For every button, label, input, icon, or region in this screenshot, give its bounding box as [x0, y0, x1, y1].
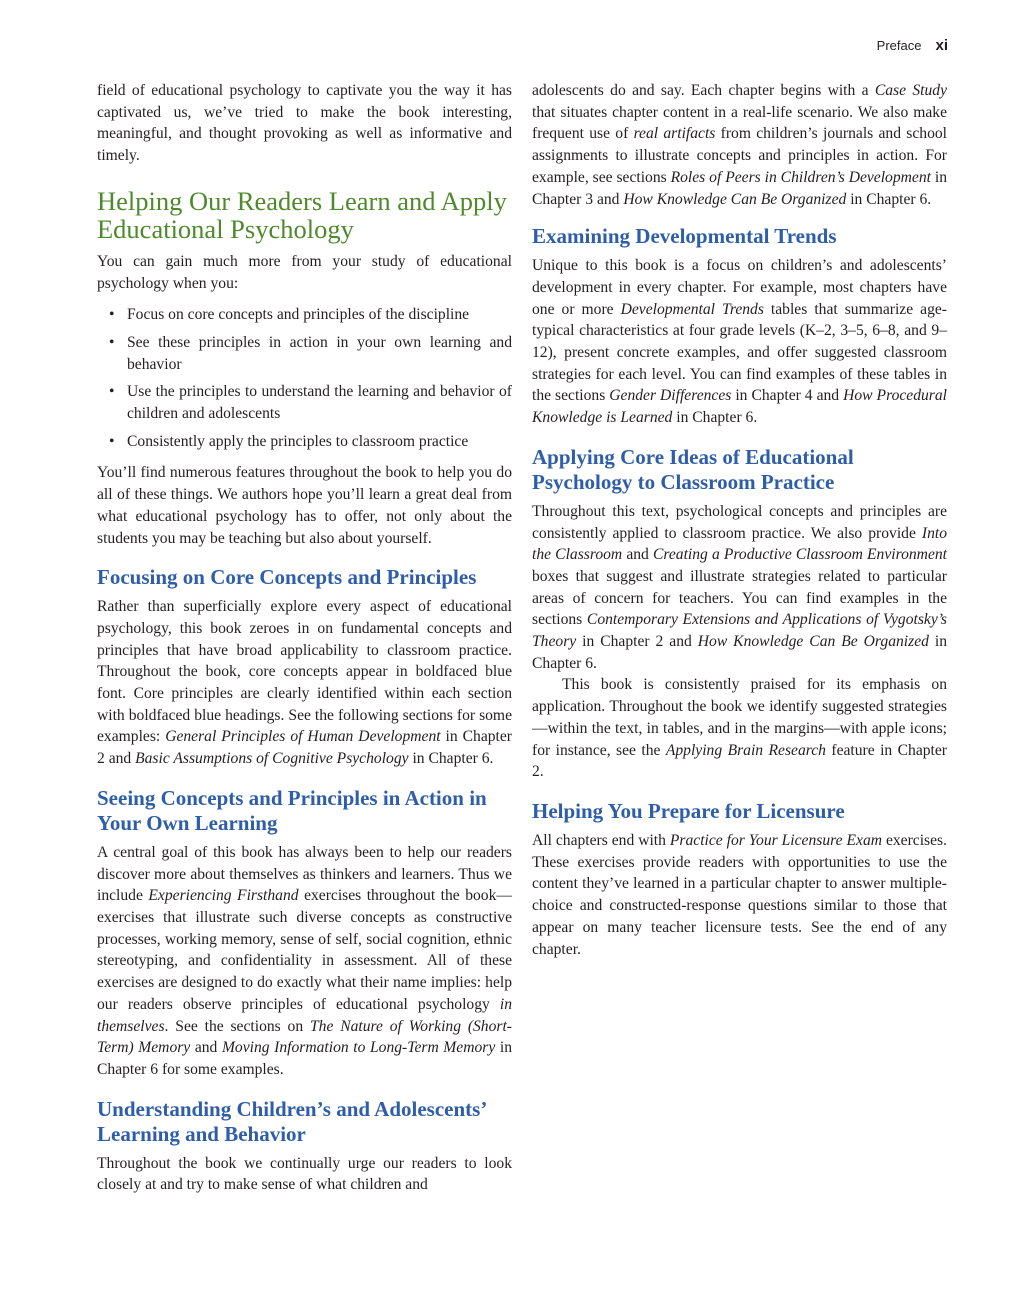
core-concepts-paragraph: Rather than superficially explore every aspect of educational psychology, this book zeroes in on fundamental concepts and principles that have broad applicability to classroom practice. Throughout the book, core concepts appear in boldfaced blue font. Core principles are clearly identified within each section with boldfaced blue headings. See the following sections for some examples: General Principles of Human Development in Chapter 2 and Basic Assumptions of Cognitive Psychology in Chapter 6.: [97, 598, 513, 768]
bullet-item: • See these principles in action in your own learning and behavior: [127, 332, 512, 375]
running-header-section: Preface: [876, 38, 922, 53]
section-reference: Contemporary Extensions and Applications of Vygotsky’s Theory: [532, 611, 947, 651]
page-number: xi: [935, 37, 948, 54]
feature-reference: Developmental Trends: [620, 300, 764, 318]
intro-paragraph: field of educational psychology to captivate you the way it has captivated us, we’ve tried to make the book interesting, meaningful, and thought provoking as well as informative and timely.: [97, 82, 512, 165]
own-learning-paragraph: A central goal of this book has always been to help our readers discover more about themselves as thinkers and learners. Thus we include Experiencing Firsthand exercises throughout the book—exercises that illustrate such diverse concepts as constructive processes, working memory, sense of self, social cognition, ethnic stereotyping, and confidentiality in assessment. All of these exercises are designed to do exactly what their name implies: help our readers observe principles of educational psychology in themselves. See the sections on The Nature of Working (Short-Term) Memory and Moving Information to Long-Term Memory in Chapter 6 for some examples.: [97, 843, 513, 1078]
section-intro-paragraph: You can gain much more from your study of educational psychology when you:: [97, 252, 512, 292]
subheading-developmental-trends: Examining Developmental Trends: [532, 224, 837, 249]
section-reference: General Principles of Human Development: [165, 728, 441, 746]
section-reference: Gender Differences: [609, 387, 732, 405]
continued-paragraph: adolescents do and say. Each chapter begins with a Case Study that situates chapter content in a real-life scenario. We also make frequent use of real artifacts from children’s journals and school assignments to illustrate concepts and principles in action. For example, see sections Roles of Peers in Children’s Development in Chapter 3 and How Knowledge Can Be Organized in Chapter 6.: [532, 82, 948, 208]
section-reference: How Procedural Knowledge is Learned: [532, 387, 948, 427]
section-reference: How Knowledge Can Be Organized: [697, 633, 929, 651]
features-paragraph: You’ll find numerous features throughout the book to help you do all of these things. We authors hope you’ll learn a great deal from what educational psychology has to offer, not only about the students you may be teaching but also about yourself.: [97, 464, 512, 547]
feature-reference: Creating a Productive Classroom Environment: [652, 546, 947, 564]
section-heading: Helping Our Readers Learn and Apply Educational Psychology: [97, 185, 507, 245]
subheading-licensure: Helping You Prepare for Licensure: [532, 798, 845, 823]
section-reference: Roles of Peers in Children’s Development: [670, 168, 931, 186]
section-reference: How Knowledge Can Be Organized: [623, 190, 847, 208]
children-learning-paragraph: Throughout the book we continually urge our readers to look closely at and try to make sense of what children and: [97, 1154, 512, 1194]
emphasis-text: in themselves: [97, 995, 512, 1035]
application-paragraph: This book is consistently praised for its emphasis on application. Throughout the book we identify suggested strategies—within the text, in tables, and in the margins—with apple icons; for instance, see the Applying Brain Research feature in Chapter 2.: [532, 676, 947, 781]
licensure-paragraph: All chapters end with Practice for Your Licensure Exam exercises. These exercises provide readers with opportunities to use the content they’ve learned in a particular chapter to answer multiple-choice and constructed-response questions similar to those that appear on many teacher licensure tests. See the end of any chapter.: [532, 831, 947, 958]
classroom-practice-paragraph: Throughout this text, psychological concepts and principles are consistently applied to classroom practice. We also provide Into the Classroom and Creating a Productive Classroom Environment boxes that suggest and illustrate strategies related to particular areas of concern for teachers. You can find examples in the sections Contemporary Extensions and Applications of Vygotsky’s Theory in Chapter 2 and How Knowledge Can Be Organized in Chapter 6.: [532, 502, 948, 672]
left-column: [97, 80, 512, 1206]
bullet-item: • Focus on core concepts and principles of the discipline: [127, 304, 512, 326]
feature-reference: Experiencing Firsthand: [148, 887, 299, 905]
feature-reference: Case Study: [874, 82, 948, 99]
bullet-item: • Consistently apply the principles to classroom practice: [127, 431, 512, 453]
subheading-children-learning: Understanding Children’s and Adolescents’ Learning and Behavior: [97, 1096, 486, 1146]
bullet-item: • Use the principles to understand the learning and behavior of children and adolescents: [127, 381, 512, 424]
feature-reference: Into the Classroom: [532, 524, 947, 564]
section-reference: The Nature of Working (Short-Term) Memory: [97, 1017, 512, 1057]
features-bullet-list: [97, 304, 512, 452]
emphasis-text: real artifacts: [633, 125, 716, 143]
subheading-core-concepts: Focusing on Core Concepts and Principles: [97, 565, 477, 590]
feature-reference: Applying Brain Research: [665, 741, 826, 759]
running-header: [877, 37, 948, 54]
subheading-classroom-practice: Applying Core Ideas of Educational Psychology to Classroom Practice: [532, 444, 854, 494]
right-column: [532, 80, 947, 970]
subheading-own-learning: Seeing Concepts and Principles in Action in Your Own Learning: [97, 785, 487, 835]
developmental-trends-paragraph: Unique to this book is a focus on children’s and adolescents’ development in every chapter. For example, most chapters have one or more Developmental Trends tables that summarize age-typical characteristics at four grade levels (K–2, 3–5, 6–8, and 9–12), present concrete examples, and offer suggested classroom strategies for each level. You can find examples of these tables in the sections Gender Differences in Chapter 4 and How Procedural Knowledge is Learned in Chapter 6.: [532, 257, 948, 427]
section-reference: Moving Information to Long-Term Memory: [221, 1039, 496, 1057]
feature-reference: Practice for Your Licensure Exam: [669, 831, 882, 849]
section-reference: Basic Assumptions of Cognitive Psychology: [135, 750, 409, 768]
